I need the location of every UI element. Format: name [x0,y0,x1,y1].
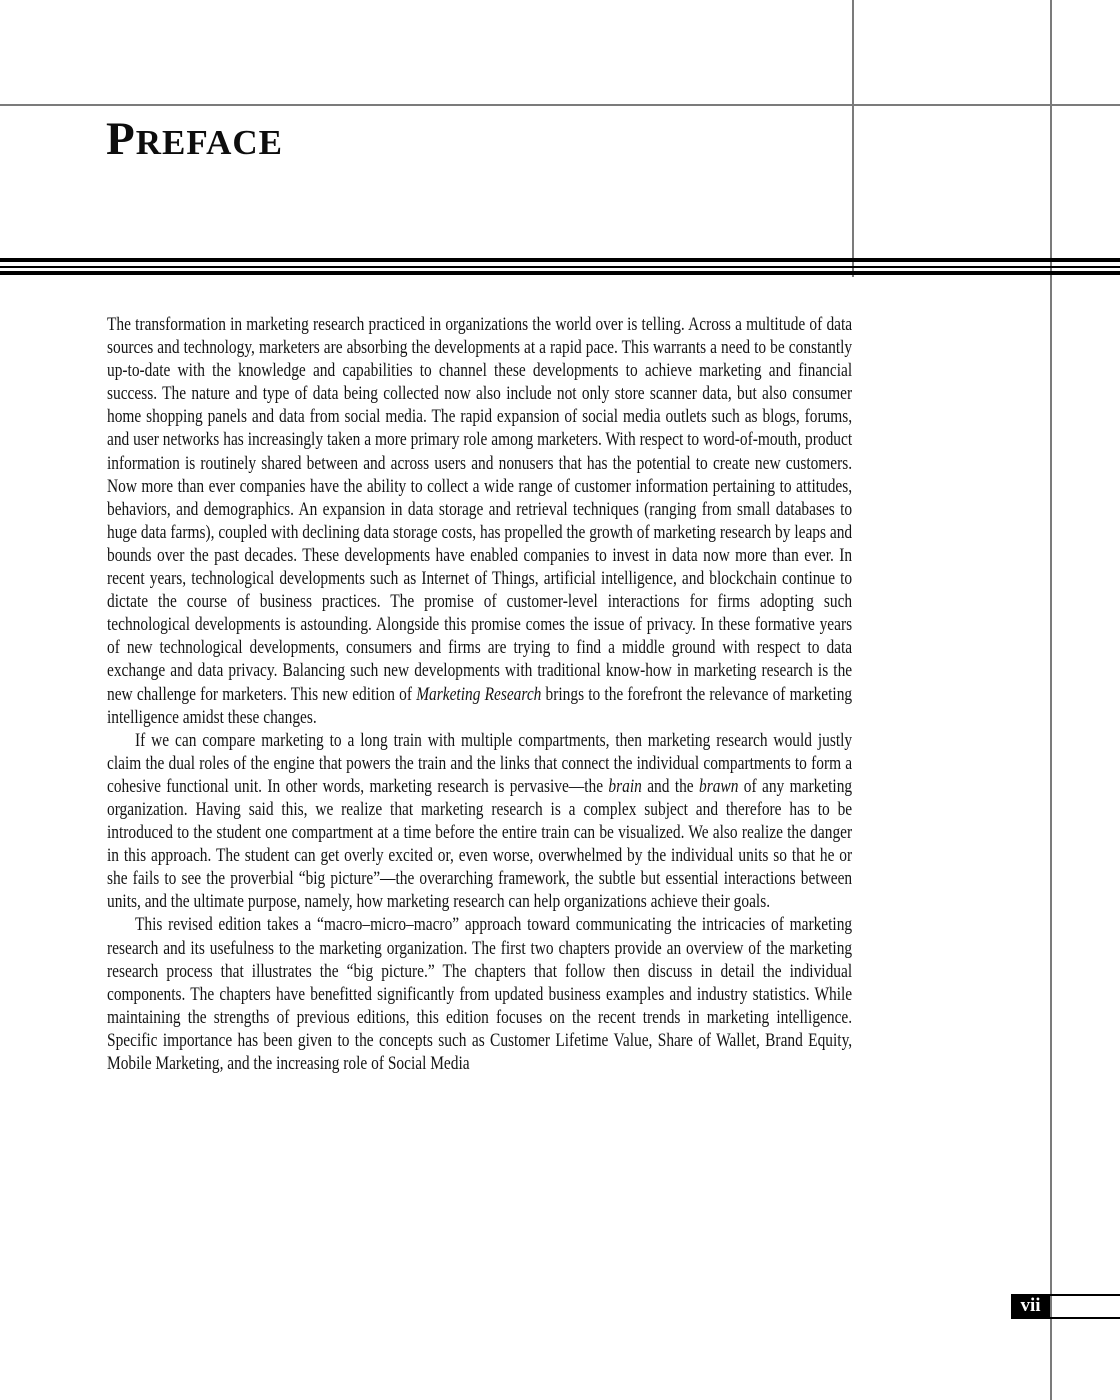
text-run: This revised edition takes a “macro–micro–macro” approach toward communicating the intricacies of marketing research and its usefulness to the marketing organization. The first two chapters provide an overview of the marketing research process that illustrates the “big picture.” The chapters that follow then discuss in detail the individual components. The chapters have benefitted significantly from updated business examples and industry statistics. While maintaining the strengths of previous editions, this edition focuses on the recent trends in marketing intelligence. Specific importance has been given to the concepts such as Customer Lifetime Value, Share of Wallet, Brand Equity, Mobile Marketing, and the increasing role of Social Media [107,914,853,1074]
divider-line-thick-bottom [0,271,1120,275]
text-run: brings to the forefront the relevance of marketing intelligence amidst these changes. [107,683,853,728]
section-divider-rule [0,258,1120,275]
margin-line-right [1050,0,1052,1400]
page-footer [1011,1294,1120,1319]
italic-text: brawn [699,775,739,797]
page-title-initial: P [106,113,136,165]
text-run: If we can compare marketing to a long train with multiple compartments, then marketing research would justly claim the dual roles of the engine that powers the train and the links that connect the individual compartments to form a cohesive functional unit. In other words, marketing research is pervasive—the [107,729,853,797]
paragraph [107,913,852,1075]
text-run: The transformation in marketing research practiced in organizations the world over is telling. Across a multitude of data sources and technology, marketers are absorbing the developments at a rapid pace. This warrants a need to be constantly up-to-date with the knowledge and capabilities to channel these developments to achieve marketing and financial success. The nature and type of data being collected now also include not only store scanner data, but also consumer home shopping panels and data from social media. The rapid expansion of social media outlets such as blogs, forums, and user networks has increasingly taken a more primary role among marketers. With respect to word-of-mouth, product information is routinely shared between and across users and nonusers that has the potential to create new customers. Now more than ever companies have the ability to collect a wide range of customer information pertaining to attitudes, behaviors, and demographics. An expansion in data storage and retrieval techniques (ranging from small databases to huge data farms), coupled with declining data storage costs, has propelled the growth of marketing research by leaps and bounds over the past decades. These developments have enabled companies to invest in data now more than ever. In recent years, technological developments such as Internet of Things, artificial intelligence, and blockchain continue to dictate the course of business practices. The promise of customer-level interactions for firms adopting such technological developments is astounding. Alongside this promise comes the issue of privacy. In these formative years of new technological developments, consumers and firms are trying to find a middle ground with respect to data exchange and data privacy. Balancing such new developments with traditional know-how in marketing research is the new challenge for marketers. This new edition of [107,314,853,705]
text-run: of any marketing organization. Having said this, we realize that marketing research is a complex subject and therefore has to be introduced to the student one compartment at a time before the entire train can be visualized. We also realize the danger in this approach. The student can get overly excited or, even worse, overwhelmed by the individual units so that he or she fails to see the proverbial “big picture”—the overarching framework, the subtle but essential interactions between units, and the ultimate purpose, namely, how marketing research can help organizations achieve their goals. [107,775,853,913]
paragraph [107,729,852,914]
page-number-badge: vii [1011,1294,1050,1319]
page-title-rest: REFACE [135,123,284,162]
paragraph [107,313,852,729]
header-rule [0,104,1120,106]
page-title [106,113,284,173]
italic-text: Marketing Research [416,683,542,705]
page-number-rule-extension [1050,1294,1120,1319]
text-run: and the [641,775,700,797]
body-text [107,313,852,1075]
italic-text: brain [608,775,642,797]
margin-line-left [852,0,854,277]
